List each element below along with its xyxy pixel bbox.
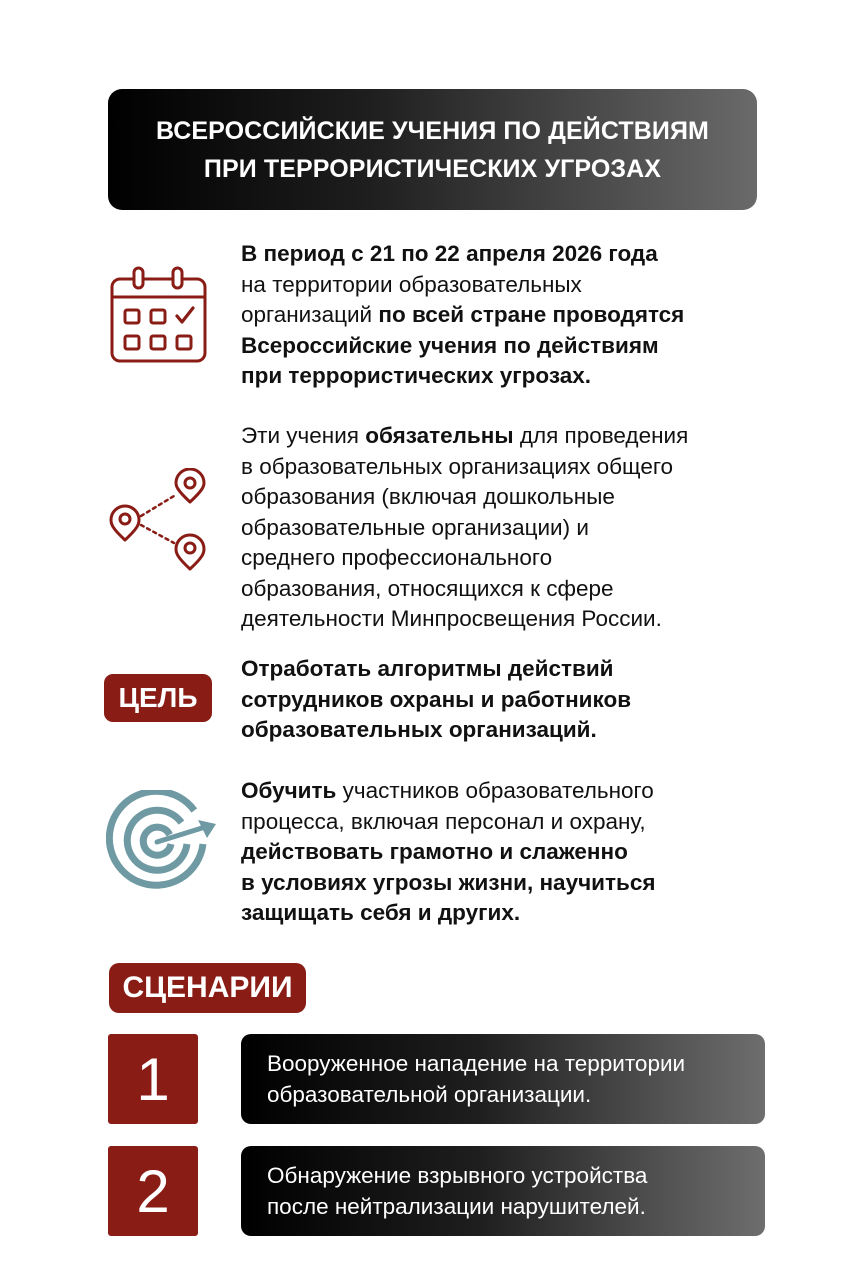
train-text: Обучить участников образовательного процесса, включая персонал и охрану, действовать грамотно и слаженно в условиях угрозы жизни, научиться защищать себя и других.: [241, 778, 656, 925]
target-arrow-icon: [106, 790, 218, 894]
scenario-item-1: Вооруженное нападение на территории образовательной организации.: [241, 1034, 765, 1124]
goal-text: Отработать алгоритмы действий сотрудников охраны и работников образовательных организаций.: [241, 656, 632, 742]
scenario-number-2: 2: [108, 1146, 198, 1236]
header-banner: [108, 89, 757, 210]
page-title: ВСЕРОССИЙСКИЕ УЧЕНИЯ ПО ДЕЙСТВИЯМ ПРИ ТЕРРОРИСТИЧЕСКИХ УГРОЗАХ: [156, 116, 709, 183]
scenario-number-1: 1: [108, 1034, 198, 1124]
period-text: В период с 21 по 22 апреля 2026 года на территории образовательных организаций по всей стране проводятся Всероссийские учения по действиям при террористических угрозах.: [241, 241, 685, 388]
period-dates: В период с 21 по 22 апреля 2026 года: [241, 241, 658, 266]
map-pins-icon: [105, 468, 210, 572]
mandatory-text: Эти учения обязательны для проведения в образовательных организациях общего образования (включая дошкольные образовательные организации) и среднего профессионального образования, относящихся к сфере деятельности Минпросвещения России.: [241, 423, 689, 631]
scenario-item-2: Обнаружение взрывного устройства после нейтрализации нарушителей.: [241, 1146, 765, 1236]
goal-badge: ЦЕЛЬ: [104, 674, 212, 722]
calendar-icon: [108, 265, 209, 366]
scenarios-badge: СЦЕНАРИИ: [109, 963, 306, 1013]
